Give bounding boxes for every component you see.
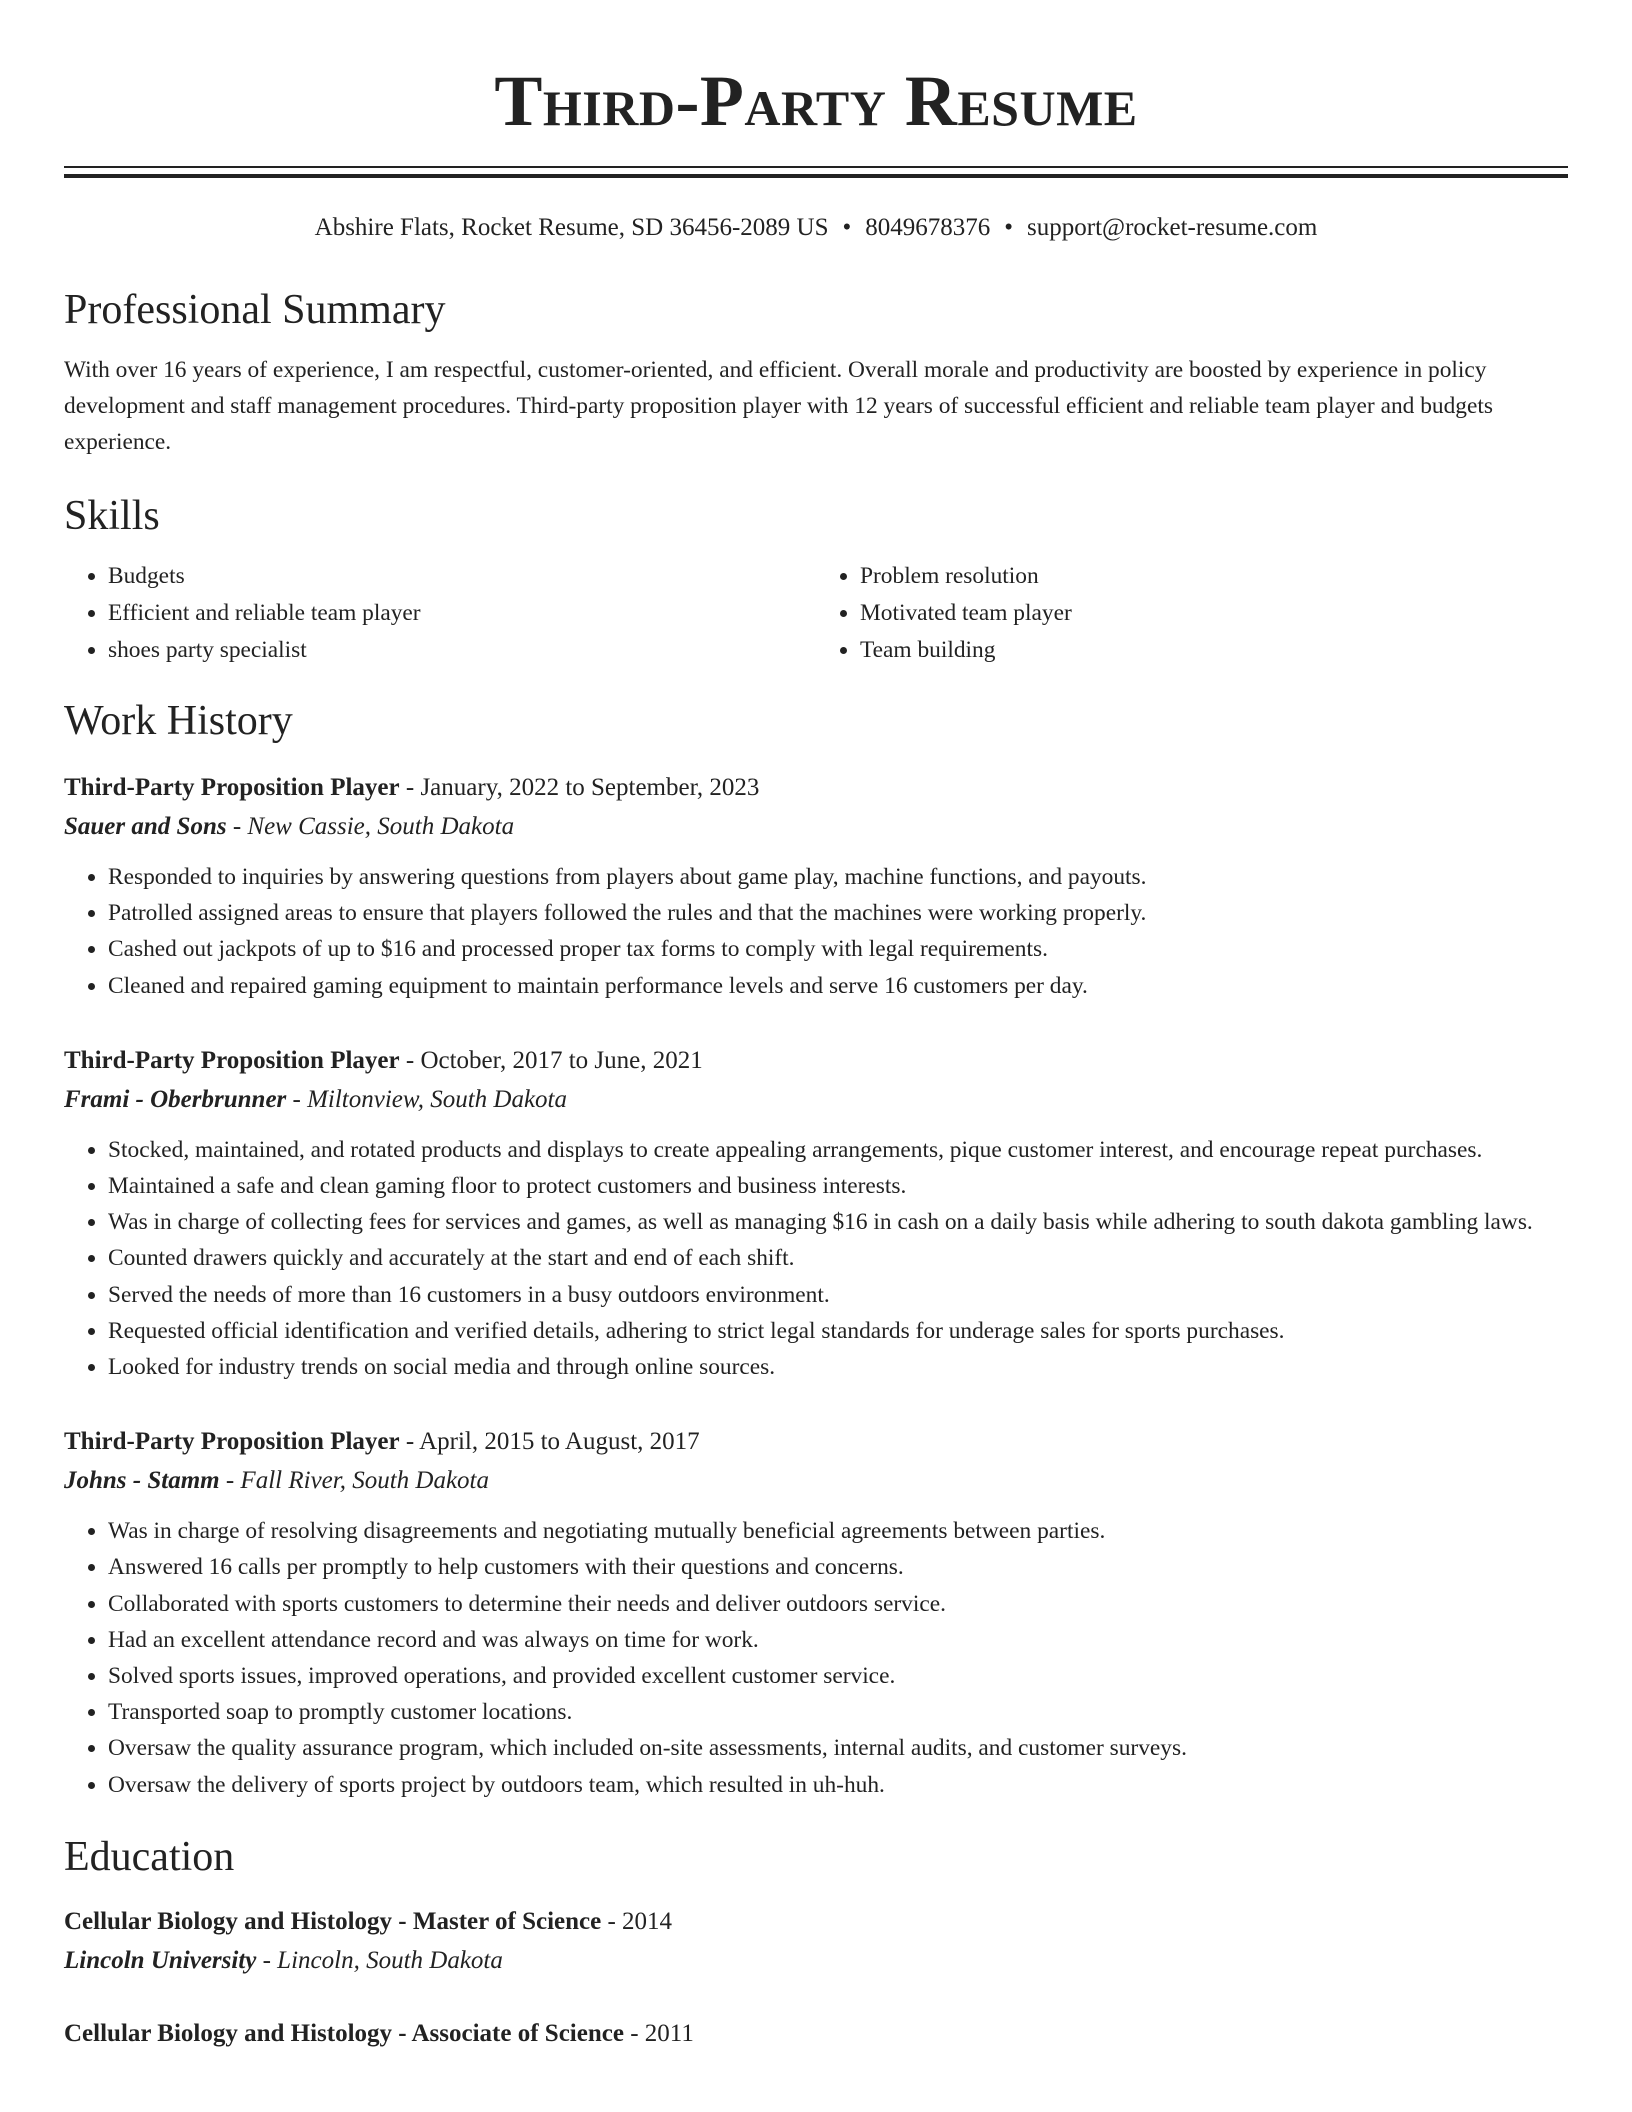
job-dates: - October, 2017 to June, 2021: [399, 1046, 703, 1074]
summary-heading: Professional Summary: [64, 287, 446, 333]
contact-phone: 8049678376: [865, 214, 991, 241]
skills-heading: Skills: [64, 493, 160, 539]
skill-item: • Efficient and reliable team player: [108, 595, 816, 632]
job-title-line: [64, 769, 1568, 807]
duty-item: • Maintained a safe and clean gaming floor to protect customers and business interests.: [108, 1168, 1568, 1204]
duty-item: • Had an excellent attendance record and was always on time for work.: [108, 1622, 1568, 1658]
skill-item: • shoes party specialist: [108, 632, 816, 669]
duty-item: • Responded to inquiries by answering questions from players about game play, machine functions, and payouts.: [108, 859, 1568, 895]
employer-line: [64, 1080, 1568, 1120]
skill-item: • Motivated team player: [860, 595, 1568, 632]
duty-item: • Stocked, maintained, and rotated products and displays to create appealing arrangements, pique customer interest, and encourage repeat purchases.: [108, 1132, 1568, 1168]
resume-page: [64, 0, 1568, 2053]
degree-year: - 2011: [623, 2019, 694, 2047]
contact-address: Abshire Flats, Rocket Resume, SD 36456-2089 US: [314, 214, 829, 241]
job-title: Third-Party Proposition Player: [64, 1046, 400, 1074]
employer-name: Sauer and Sons: [64, 813, 227, 840]
duty-item: • Oversaw the quality assurance program, which included on-site assessments, internal audits, and customer surveys.: [108, 1730, 1568, 1766]
employer-location: - Fall River, South Dakota: [219, 1467, 490, 1495]
job-duties: [64, 1513, 1568, 1803]
skills-grid: [64, 558, 1568, 669]
job-title: Third-Party Proposition Player: [64, 774, 400, 801]
contact-separator: •: [1004, 214, 1014, 241]
skill-item: • Team building: [860, 632, 1568, 669]
duty-item: • Was in charge of resolving disagreements and negotiating mutually beneficial agreements between parties.: [108, 1513, 1568, 1549]
job-title-line: [64, 1042, 1568, 1080]
duty-item: • Counted drawers quickly and accurately at the start and end of each shift.: [108, 1240, 1568, 1276]
duty-item: • Patrolled assigned areas to ensure that players followed the rules and that the machines were working properly.: [108, 895, 1568, 931]
employer-location: - Miltonview, South Dakota: [286, 1085, 568, 1113]
duty-item: • Cashed out jackpots of up to $16 and processed proper tax forms to comply with legal requirements.: [108, 931, 1568, 967]
degree-line: [64, 2015, 1568, 2053]
school-name: Lincoln University: [64, 1946, 257, 1974]
employer-line: [64, 1461, 1568, 1501]
duty-item: • Cleaned and repaired gaming equipment to maintain performance levels and serve 16 customers per day.: [108, 968, 1568, 1004]
duty-item: • Was in charge of collecting fees for services and games, as well as managing $16 in cash on a daily basis while adhering to south dakota gambling laws.: [108, 1204, 1568, 1240]
skills-column-left: [64, 558, 816, 669]
education-entry: [64, 1903, 1568, 1981]
duty-item: • Answered 16 calls per promptly to help customers with their questions and concerns.: [108, 1549, 1568, 1585]
job-duties: [64, 1132, 1568, 1385]
divider-thin-line: [64, 166, 1568, 168]
divider-thick-line: [64, 174, 1568, 178]
skill-item: • Problem resolution: [860, 558, 1568, 595]
education-entry: [64, 2015, 1568, 2053]
skill-item: • Budgets: [108, 558, 816, 595]
job-entry: [64, 769, 1568, 1004]
job-entry: [64, 1423, 1568, 1803]
degree-name: Cellular Biology and Histology - Master of Science: [64, 1907, 602, 1935]
employer-line: [64, 807, 1568, 847]
employer-location: - New Cassie, South Dakota: [226, 813, 515, 840]
duty-item: • Transported soap to promptly customer locations.: [108, 1694, 1568, 1730]
school-location: - Lincoln, South Dakota: [256, 1946, 503, 1974]
duty-item: • Oversaw the delivery of sports project by outdoors team, which resulted in uh-huh.: [108, 1767, 1568, 1803]
employer-name: Johns - Stamm: [64, 1467, 220, 1495]
duty-item: • Looked for industry trends on social media and through online sources.: [108, 1349, 1568, 1385]
contact-email: support@rocket-resume.com: [1027, 214, 1318, 241]
school-line: [64, 1941, 1568, 1981]
summary-text: With over 16 years of experience, I am respectful, customer-oriented, and efficient. Overall morale and productivity are boosted by experience in policy development and staff management procedures. Third-party proposition player with 12 years of successful efficient and reliable team player and budgets experience.: [64, 357, 1493, 455]
job-title-line: [64, 1423, 1568, 1461]
job-duties: [64, 859, 1568, 1004]
degree-line: [64, 1903, 1568, 1941]
job-dates: - January, 2022 to September, 2023: [399, 774, 760, 801]
duty-item: • Requested official identification and verified details, adhering to strict legal standards for underage sales for sports purchases.: [108, 1313, 1568, 1349]
skills-column-right: [816, 558, 1568, 669]
work-history-heading: Work History: [64, 698, 293, 744]
employer-name: Frami - Oberbrunner: [64, 1085, 287, 1113]
contact-line: [64, 212, 1568, 244]
duty-item: • Served the needs of more than 16 customers in a busy outdoors environment.: [108, 1277, 1568, 1313]
duty-item: • Collaborated with sports customers to determine their needs and deliver outdoors service.: [108, 1586, 1568, 1622]
job-entry: [64, 1042, 1568, 1385]
degree-year: - 2014: [601, 1907, 673, 1935]
education-heading: Education: [64, 1833, 235, 1880]
degree-name: Cellular Biology and Histology - Associate of Science: [64, 2019, 624, 2047]
job-title: Third-Party Proposition Player: [64, 1428, 400, 1456]
contact-separator: •: [842, 214, 852, 241]
title-divider: [64, 166, 1568, 178]
resume-title: Third-Party Resume: [494, 61, 1138, 141]
job-dates: - April, 2015 to August, 2017: [399, 1428, 700, 1456]
duty-item: • Solved sports issues, improved operations, and provided excellent customer service.: [108, 1658, 1568, 1694]
